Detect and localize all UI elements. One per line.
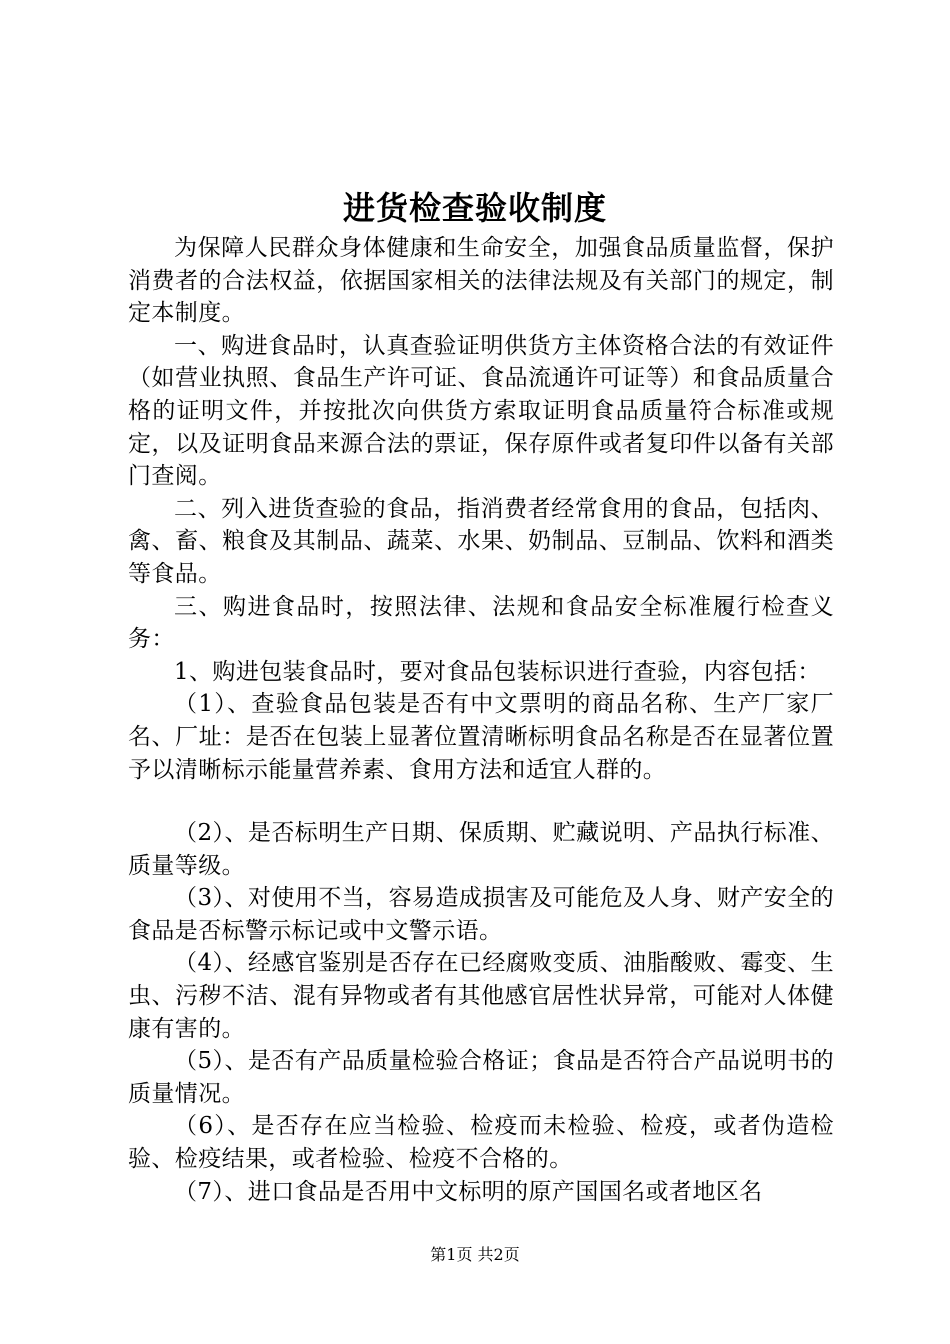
paragraph-subitem-2: （2）、是否标明生产日期、保质期、贮藏说明、产品执行标准、质量等级。 [128,820,834,879]
paragraph-item-1: 1、购进包装食品时，要对食品包装标识进行查验，内容包括： [174,658,821,685]
paragraph-subitem-7: （7）、进口食品是否用中文标明的原产国国名或者地区名 [174,1178,763,1205]
paragraph-subitem-6: （6）、是否存在应当检验、检疫而未检验、检疫，或者伪造检验、检疫结果，或者检验、检疫不合格的。 [128,1113,834,1173]
paragraph-section-2: 二、列入进货查验的食品，指消费者经常食用的食品，包括肉、禽、畜、粮食及其制品、蔬菜、水果、奶制品、豆制品、饮料和酒类等食品。 [128,495,834,587]
paragraph-subitem-5: （5）、是否有产品质量检验合格证；食品是否符合产品说明书的质量情况。 [128,1048,834,1107]
document-title: 进货检查验收制度 [342,189,607,227]
paragraph-subitem-1: （1）、查验食品包装是否有中文票明的商品名称、生产厂家厂名、厂址：是否在包装上显著位置清晰标明食品名称是否在显著位置予以清晰标示能量营养素、食用方法和适宜人群的。 [128,691,834,783]
paragraph-section-1: 一、购进食品时，认真查验证明供货方主体资格合法的有效证件（如营业执照、食品生产许可证、食品流通许可证等）和食品质量合格的证明文件，并按批次向供货方索取证明食品质量符合标准或规定，以及证明食品来源合法的票证，保存原件或者复印件以备有关部门查阅。 [128,332,834,490]
paragraph-intro: 为保障人民群众身体健康和生命安全，加强食品质量监督，保护消费者的合法权益，依据国家相关的法律法规及有关部门的规定，制定本制度。 [128,235,834,327]
paragraph-subitem-4: （4）、经感官鉴别是否存在已经腐败变质、油脂酸败、霉变、生虫、污秽不洁、混有异物或者有其他感官居性状异常，可能对人体健康有害的。 [128,950,834,1042]
paragraph-subitem-3: （3）、对使用不当，容易造成损害及可能危及人身、财产安全的食品是否标警示标记或中文警示语。 [128,885,834,944]
document-body [128,232,834,1208]
page-footer: 第1页 共2页 [430,1245,520,1264]
paragraph-section-3: 三、购进食品时，按照法律、法规和食品安全标准履行检查义务： [128,593,834,653]
